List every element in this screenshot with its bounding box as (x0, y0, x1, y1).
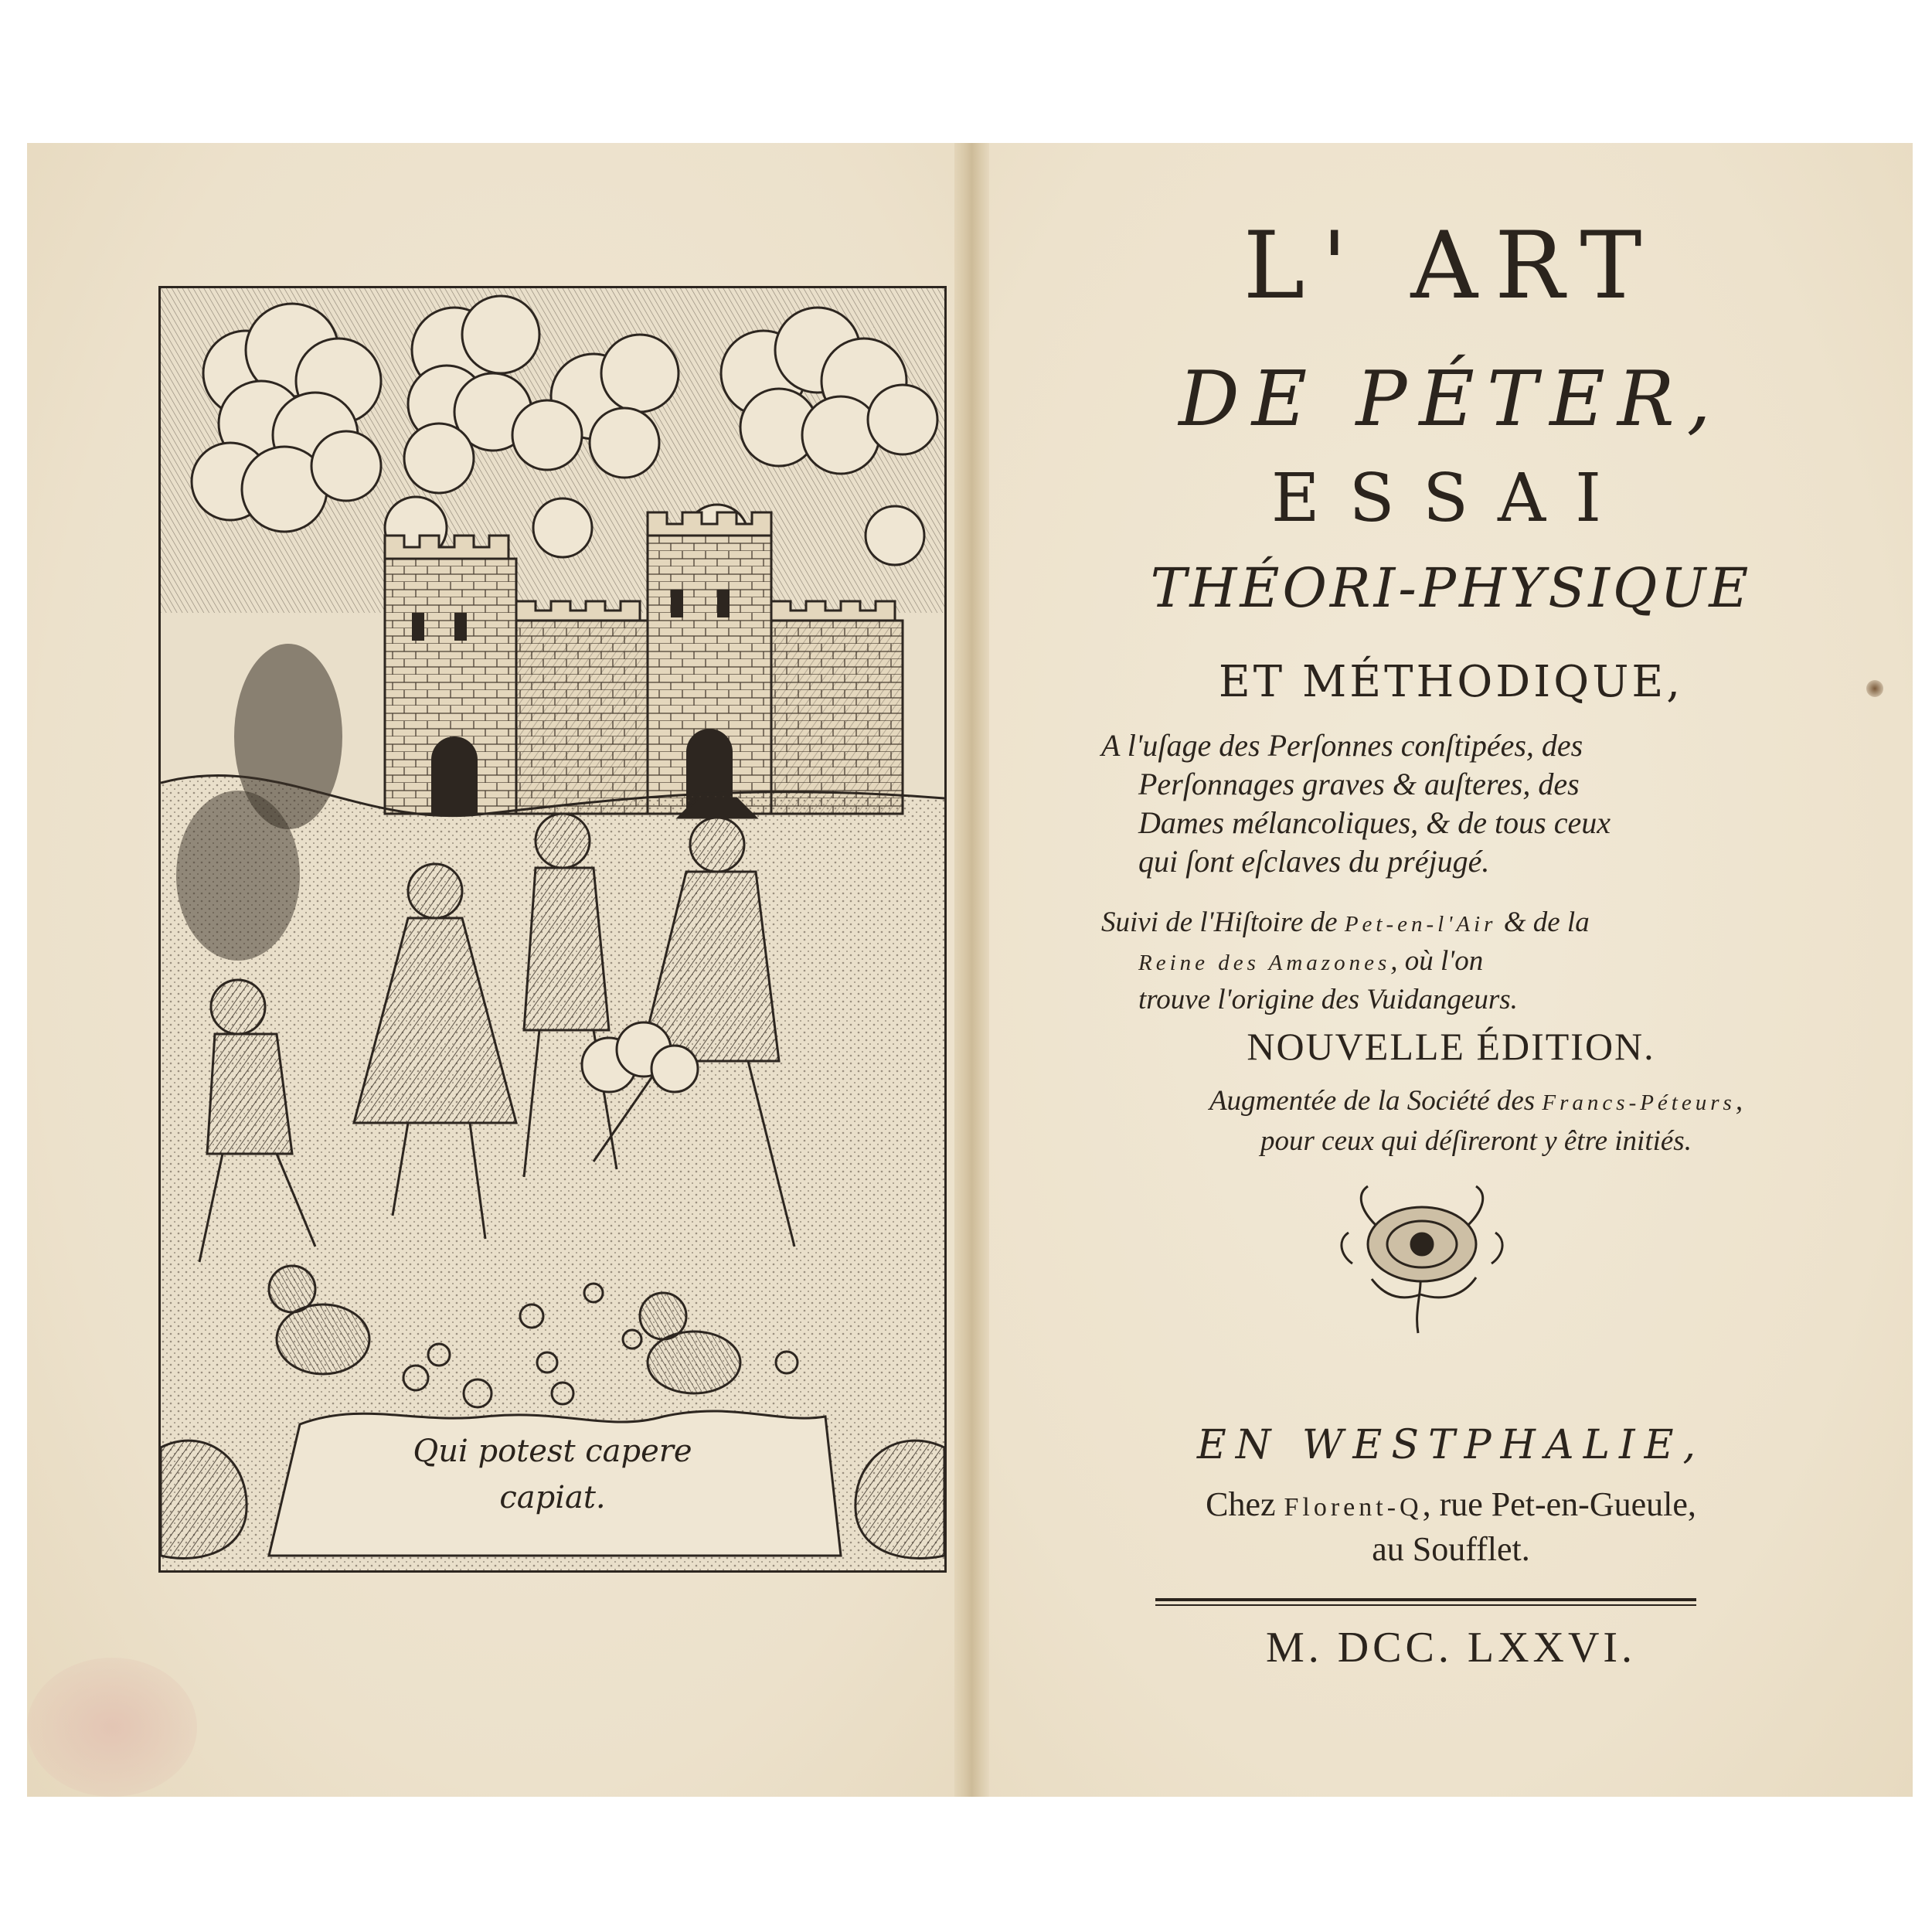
usage-paragraph (1101, 726, 1874, 881)
publisher-smallcaps: Florent-Q (1284, 1493, 1423, 1522)
title-page (989, 143, 1913, 1797)
suivi-line-1 (1101, 904, 1874, 943)
suivi-smallcaps: Pet-en-l'Air (1344, 912, 1497, 937)
publisher-paragraph (989, 1484, 1913, 1570)
publisher-text: , rue Pet-en-Gueule, (1422, 1485, 1696, 1523)
imprint-year: M. DCC. LXXVI. (1265, 1624, 1637, 1672)
suivi-line-3: trouve l'origine des Vuidangeurs. (1138, 984, 1518, 1015)
usage-line-1: A l'uſage des Perſonnes conſtipées, des (1101, 728, 1583, 763)
suivi-text: Suivi de l'Hiſtoire de (1101, 906, 1345, 938)
open-book (27, 143, 1913, 1797)
frontispiece-engraving (158, 286, 947, 1573)
augmentee-line-1 (1090, 1082, 1862, 1122)
floral-ornament (1329, 1179, 1515, 1349)
augmentee-smallcaps: Francs-Péteurs (1542, 1090, 1736, 1115)
title-line-5: ET MÉTHODIQUE, (1218, 657, 1684, 707)
cartouche-motto (161, 1428, 944, 1521)
publisher-text: Chez (1206, 1485, 1284, 1523)
usage-line-4: qui ſont eſclaves du préjugé. (1138, 844, 1490, 879)
edition-heading: NOUVELLE ÉDITION. (1247, 1025, 1655, 1068)
book-gutter (954, 143, 989, 1797)
engraving-illustration (161, 288, 944, 1570)
title-line-3: ESSAI (1270, 460, 1631, 537)
place-line: EN WESTPHALIE, (1196, 1422, 1706, 1468)
left-page (27, 143, 954, 1797)
decorative-rule (1155, 1596, 1696, 1610)
usage-line-2: Perſonnages graves & auſteres, des (1138, 767, 1580, 801)
augmentee-paragraph (1090, 1082, 1862, 1161)
augmentee-text: , (1735, 1085, 1743, 1117)
suivi-text: & de la (1496, 906, 1590, 938)
motto-line-1: Qui potest capere (413, 1434, 692, 1469)
publisher-line-2: au Soufflet. (1372, 1530, 1530, 1568)
suivi-paragraph (1101, 904, 1874, 1019)
title-line-2: DE PÉTER, (1179, 355, 1723, 444)
title-line-4: THÉORI-PHYSIQUE (1150, 556, 1752, 620)
augmentee-text: Augmentée de la Société des (1209, 1085, 1543, 1117)
publisher-line-1 (989, 1484, 1913, 1529)
augmentee-line-2: pour ceux qui déſireront y être initiés. (1260, 1125, 1692, 1157)
motto-line-2: capiat. (499, 1480, 606, 1515)
title-line-1: L' ART (1243, 213, 1659, 320)
suivi-smallcaps: Reine des Amazones (1138, 951, 1391, 975)
suivi-text: , où l'on (1390, 945, 1484, 977)
suivi-line-2 (1101, 943, 1874, 981)
usage-line-3: Dames mélancoliques, & de tous ceux (1138, 805, 1611, 840)
paper-stain (27, 1658, 197, 1797)
